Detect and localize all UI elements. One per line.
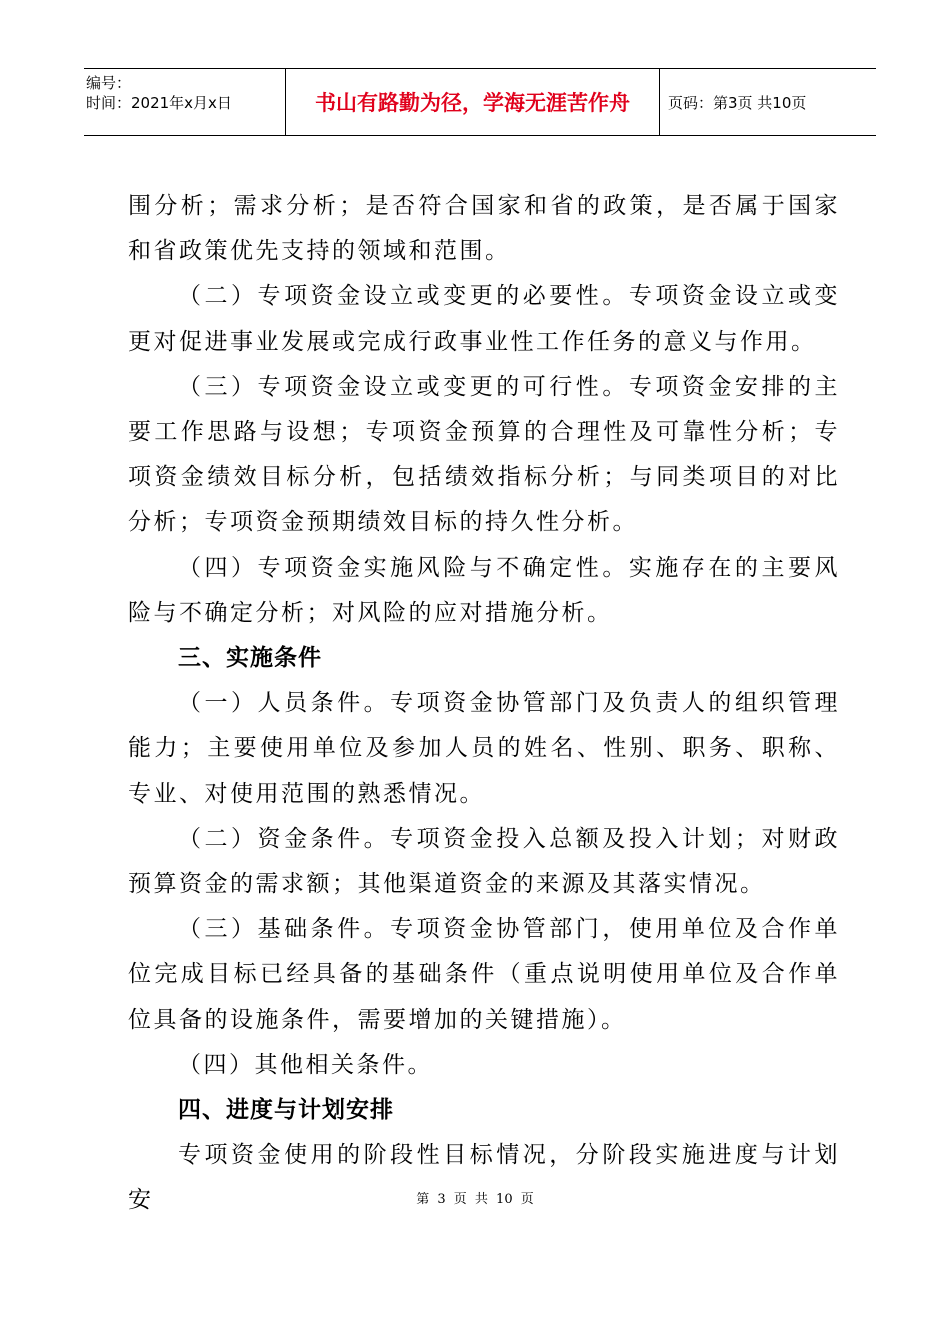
header-number-label: 编号： [86, 74, 132, 92]
section-heading-4: 四、进度与计划安排 [178, 1097, 394, 1124]
document-header [84, 68, 876, 136]
header-motto: 书山有路勤为径，学海无涯苦作舟 [286, 69, 660, 135]
header-meta-cell [84, 69, 286, 135]
section-heading-3: 三、实施条件 [178, 645, 322, 672]
paragraph-8: （四）其他相关条件。 [178, 1051, 433, 1078]
paragraph-6: （二）资金条件。专项资金投入总额及投入计划；对财政预算资金的需求额；其他渠道资金的来源及其落实情况。 [128, 825, 840, 898]
paragraph-5: （一）人员条件。专项资金协管部门及负责人的组织管理能力；主要使用单位及参加人员的姓名、性别、职务、职称、专业、对使用范围的熟悉情况。 [128, 690, 840, 807]
header-page-code: 页码：第3页 共10页 [668, 93, 807, 112]
paragraph-4: （四）专项资金实施风险与不确定性。实施存在的主要风险与不确定分析；对风险的应对措施分析。 [128, 554, 840, 626]
paragraph-2: （二）专项资金设立或变更的必要性。专项资金设立或变更对促进事业发展或完成行政事业性工作任务的意义与作用。 [128, 283, 840, 355]
paragraph-7: （三）基础条件。专项资金协管部门，使用单位及合作单位完成目标已经具备的基础条件（重点说明使用单位及合作单位具备的设施条件，需要增加的关键措施）。 [128, 916, 840, 1033]
paragraph-3: （三）专项资金设立或变更的可行性。专项资金安排的主要工作思路与设想；专项资金预算的合理性及可靠性分析；专项资金绩效目标分析，包括绩效指标分析；与同类项目的对比分析；专项资金预期绩效目标的持久性分析。 [128, 373, 840, 536]
header-time-label: 时间：2021年x月x日 [86, 94, 232, 112]
document-body [128, 184, 840, 1224]
paragraph-1: 围分析；需求分析；是否符合国家和省的政策，是否属于国家和省政策优先支持的领域和范围。 [128, 193, 840, 265]
paragraph-9: 专项资金使用的阶段性目标情况，分阶段实施进度与计划安 [128, 1142, 840, 1214]
page-footer: 第 3 页 共 10 页 [416, 1192, 534, 1207]
